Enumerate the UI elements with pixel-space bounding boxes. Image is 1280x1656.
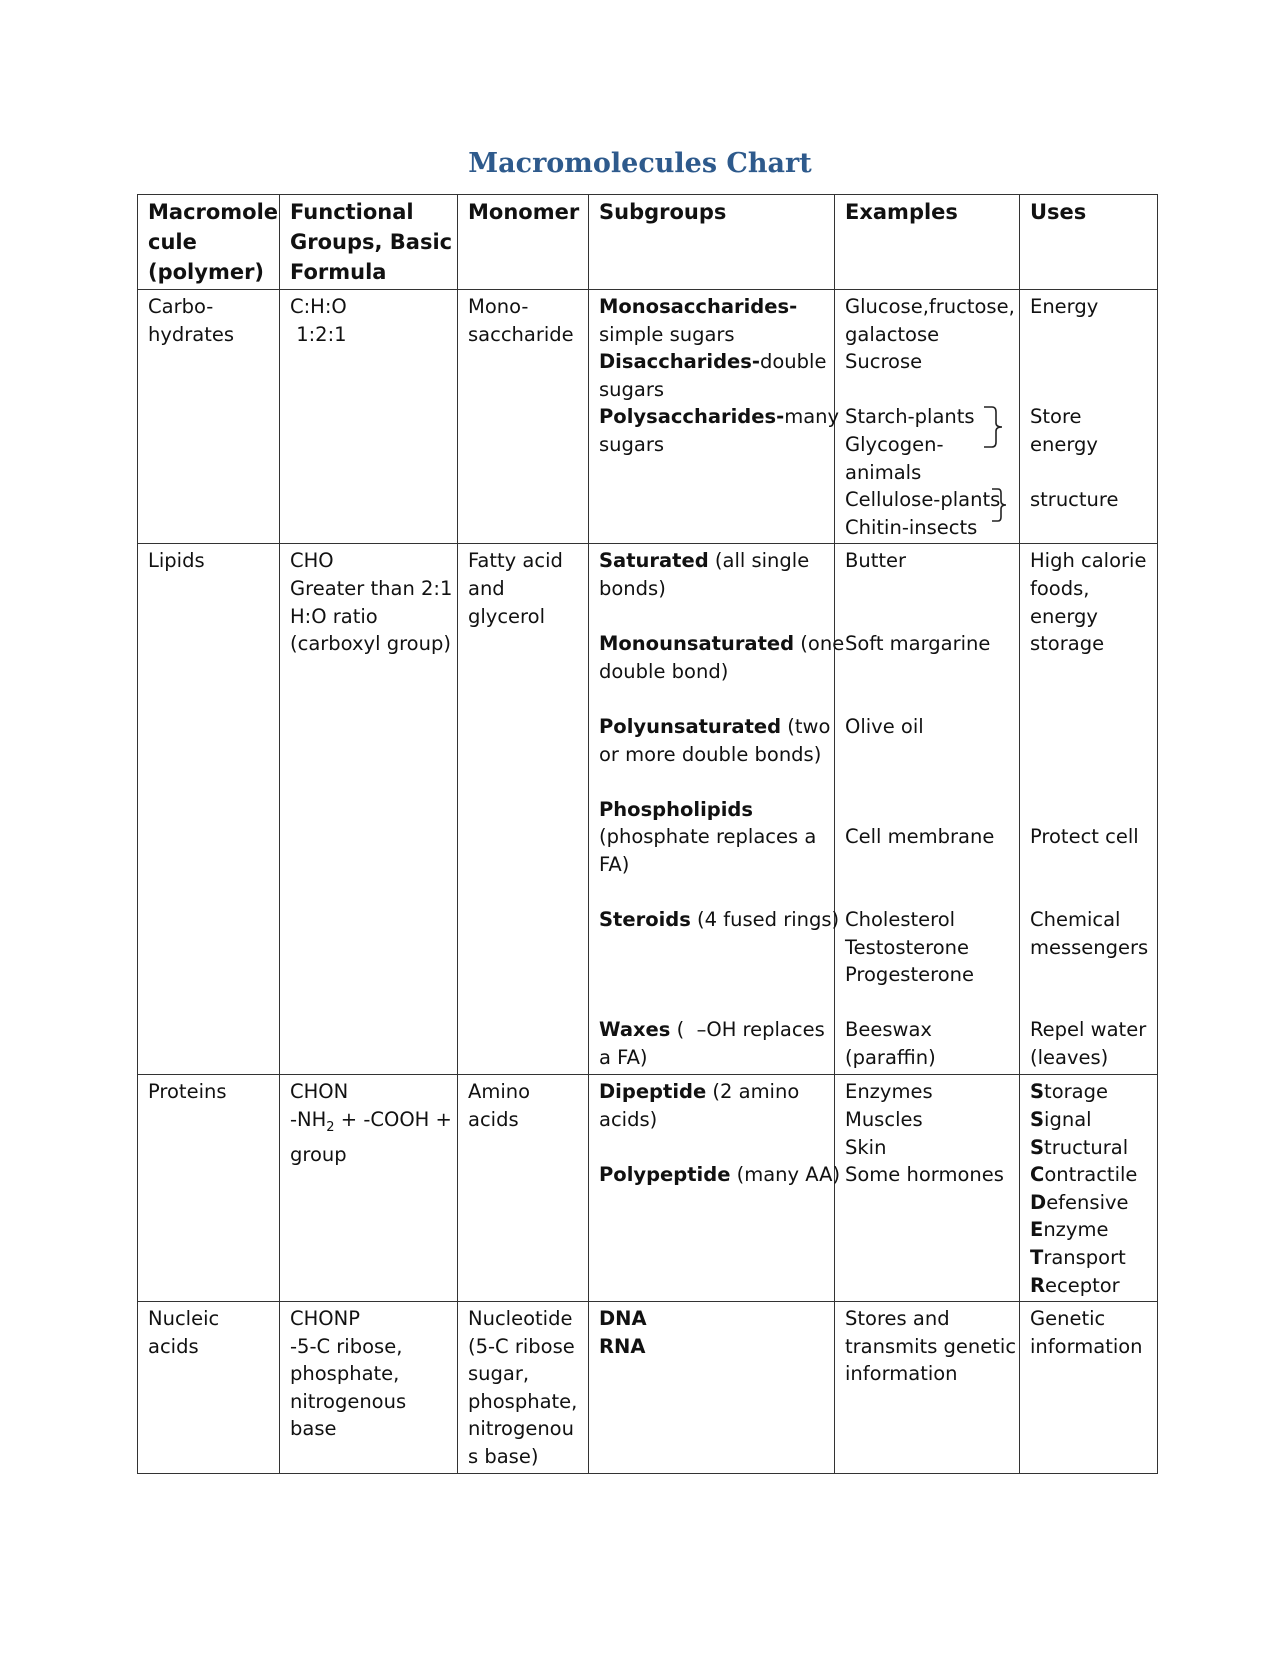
lipids-uses: High calorie foods, energy storage Protect cell Chemical messengers Repel water (leaves) bbox=[1020, 544, 1158, 1075]
lipids-monomer: Fatty acid and glycerol bbox=[458, 544, 589, 1075]
row-nucleic-acids bbox=[138, 1302, 1158, 1474]
proteins-monomer: Amino acids bbox=[458, 1075, 589, 1302]
nucleic-examples: Stores and transmits genetic information bbox=[835, 1302, 1020, 1474]
proteins-name: Proteins bbox=[138, 1075, 280, 1302]
carbs-monomer: Mono- saccharide bbox=[458, 290, 589, 544]
proteins-functional: CHON $-NH_2$ + -COOH + group bbox=[280, 1075, 458, 1302]
brace-icon-structure bbox=[990, 485, 1010, 525]
carbs-subgroups: Monosaccharides- simple sugars Disaccharides-double sugars Polysaccharides-many sugars bbox=[589, 290, 835, 544]
row-carbohydrates bbox=[138, 290, 1158, 544]
nucleic-functional: CHONP -5-C ribose, phosphate, nitrogenous base bbox=[280, 1302, 458, 1474]
header-macromolecule: Macromole cule (polymer) bbox=[138, 195, 280, 290]
row-proteins bbox=[138, 1075, 1158, 1302]
lipids-name: Lipids bbox=[138, 544, 280, 1075]
carbs-name: Carbo- hydrates bbox=[138, 290, 280, 544]
nucleic-name: Nucleic acids bbox=[138, 1302, 280, 1474]
header-subgroups: Subgroups bbox=[589, 195, 835, 290]
header-monomer: Monomer bbox=[458, 195, 589, 290]
nucleic-monomer: Nucleotide (5-C ribose sugar, phosphate, nitrogenou s base) bbox=[458, 1302, 589, 1474]
macromolecules-table bbox=[137, 194, 1158, 1474]
carbs-uses: Energy Store energy structure bbox=[1020, 290, 1158, 544]
proteins-examples: Enzymes Muscles Skin Some hormones bbox=[835, 1075, 1020, 1302]
brace-icon-storage bbox=[980, 403, 1010, 451]
nucleic-uses: Genetic information bbox=[1020, 1302, 1158, 1474]
proteins-uses: Storage Signal Structural Contractile Defensive Enzyme Transport Receptor bbox=[1020, 1075, 1158, 1302]
proteins-subgroups: Dipeptide (2 amino acids) Polypeptide (many AA) bbox=[589, 1075, 835, 1302]
header-row bbox=[138, 195, 1158, 290]
page-title: Macromolecules Chart bbox=[468, 148, 812, 179]
lipids-examples: Butter Soft margarine Olive oil Cell membrane Cholesterol Testosterone Progesterone Beeswax (paraffin) bbox=[835, 544, 1020, 1075]
header-examples: Examples bbox=[835, 195, 1020, 290]
header-uses: Uses bbox=[1020, 195, 1158, 290]
lipids-functional: CHO Greater than 2:1 H:O ratio (carboxyl group) bbox=[280, 544, 458, 1075]
nucleic-subgroups: DNA RNA bbox=[589, 1302, 835, 1474]
lipids-subgroups: Saturated (all single bonds) Monounsaturated (one double bond) Polyunsaturated (two or more double bonds) Phospholipids (phosphate replaces a FA) Steroids (4 fused rings) Waxes ( –OH replaces a FA) bbox=[589, 544, 835, 1075]
carbs-examples: Glucose,fructose, galactose Sucrose Starch-plants Glycogen- animals Cellulose-plants Chitin-insects bbox=[835, 290, 1020, 544]
carbs-functional: C:H:O 1:2:1 bbox=[280, 290, 458, 544]
row-lipids bbox=[138, 544, 1158, 1075]
header-functional-groups: Functional Groups, Basic Formula bbox=[280, 195, 458, 290]
